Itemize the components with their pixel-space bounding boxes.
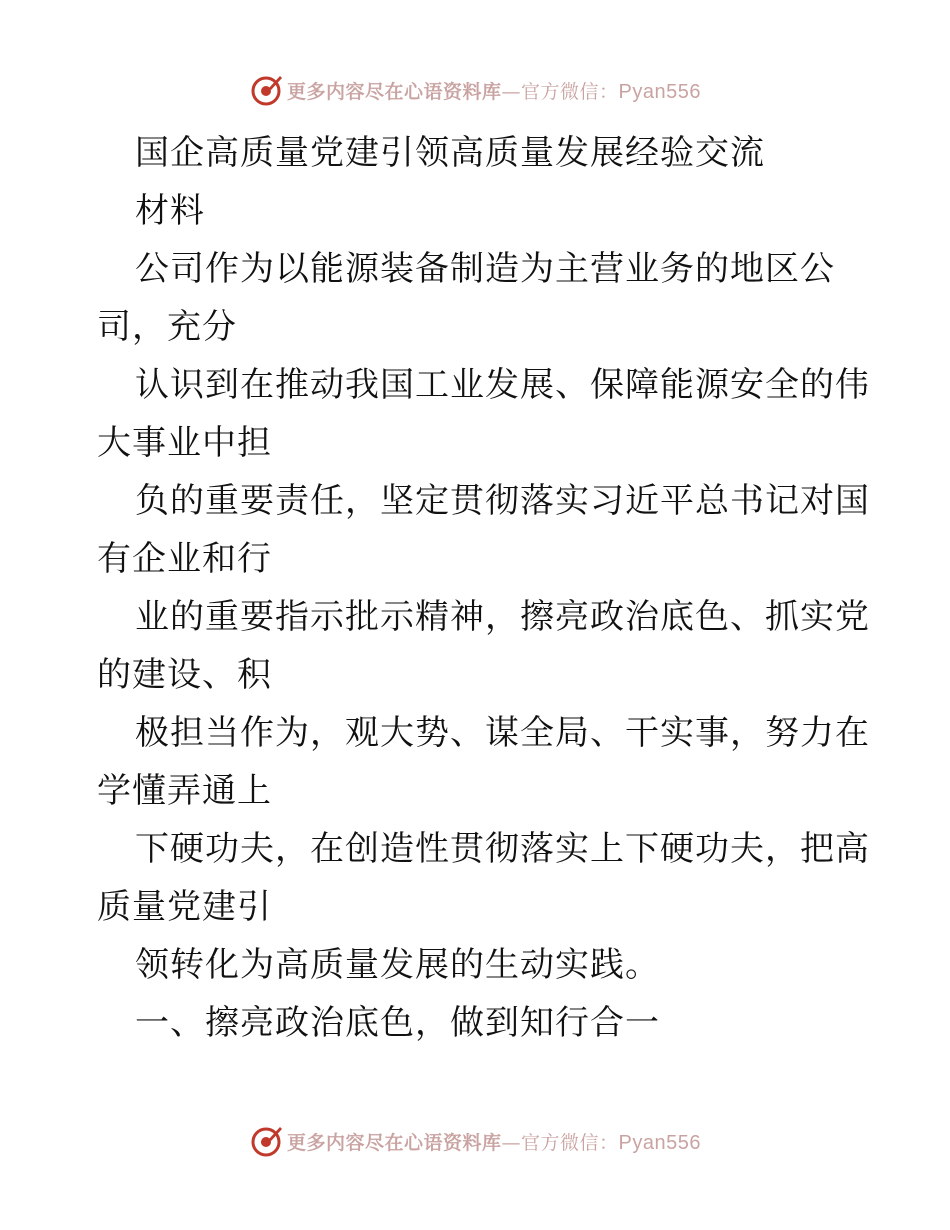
paragraph-line: 质量党建引 xyxy=(97,887,272,927)
banner-contact-label: —官方微信： xyxy=(501,80,619,103)
paragraph-line: 大事业中担 xyxy=(97,423,272,463)
document-title-line-2: 材料 xyxy=(135,191,205,231)
paragraph-line: 下硬功夫，在创造性贯彻落实上下硬功夫，把高 xyxy=(135,829,870,869)
paragraph-line: 的建设、积 xyxy=(97,655,272,695)
paragraph-line: 学懂弄通上 xyxy=(97,771,272,811)
header-banner xyxy=(0,70,950,110)
paragraph-line: 公司作为以能源装备制造为主营业务的地区公 xyxy=(135,249,835,289)
paragraph-line: 领转化为高质量发展的生动实践。 xyxy=(135,945,660,985)
banner-wechat-handle: Pyan556 xyxy=(618,1131,701,1154)
paragraph-line: 司，充分 xyxy=(97,307,237,347)
document-title-line-1: 国企高质量党建引领高质量发展经验交流 xyxy=(135,133,765,173)
paragraph-line: 有企业和行 xyxy=(97,539,272,579)
paragraph-line: 极担当作为，观大势、谋全局、干实事，努力在 xyxy=(135,713,870,753)
footer-banner xyxy=(0,1121,950,1161)
banner-main-text: 更多内容尽在心语资料库 xyxy=(287,1131,502,1154)
pen-logo-icon xyxy=(249,73,283,107)
document-body xyxy=(97,124,870,1052)
banner-contact-label: —官方微信： xyxy=(501,1131,619,1154)
paragraph-line: 负的重要责任，坚定贯彻落实习近平总书记对国 xyxy=(135,481,870,521)
section-heading: 一、擦亮政治底色，做到知行合一 xyxy=(135,1003,660,1043)
paragraph-line: 业的重要指示批示精神，擦亮政治底色、抓实党 xyxy=(135,597,870,637)
banner-main-text: 更多内容尽在心语资料库 xyxy=(287,80,502,103)
pen-logo-icon xyxy=(249,1124,283,1158)
paragraph-line: 认识到在推动我国工业发展、保障能源安全的伟 xyxy=(135,365,870,405)
banner-wechat-handle: Pyan556 xyxy=(618,80,701,103)
